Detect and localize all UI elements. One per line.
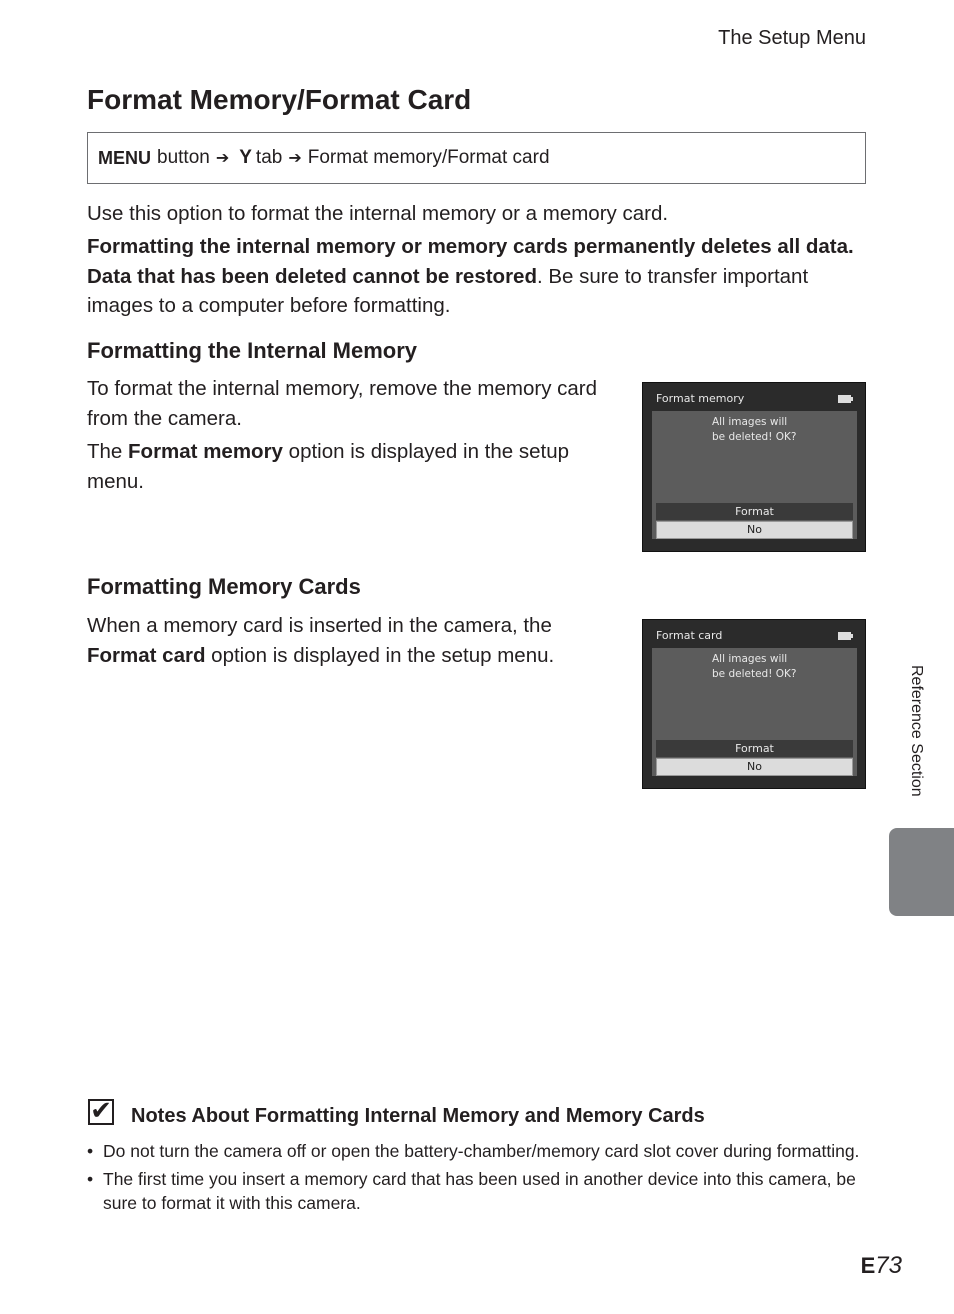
screen-title: Format card <box>656 629 723 642</box>
warning-rest-text: . Be sure to transfer important images to a computer before formatting. <box>87 264 809 317</box>
running-header: The Setup Menu <box>718 27 866 49</box>
checkmark-note-icon: ✔ <box>88 1099 114 1125</box>
battery-icon <box>838 395 851 403</box>
warning-paragraph <box>87 232 867 321</box>
dialog-message: All images will be deleted! OK? <box>712 416 797 443</box>
page-title: Format Memory/Format Card <box>87 84 472 115</box>
format-card-term: Format card <box>87 643 206 667</box>
arrow-right-icon: ➔ <box>215 150 230 167</box>
section-thumb-tab <box>889 828 954 916</box>
bullet-icon: • <box>87 1169 94 1189</box>
warning-bold-text: Formatting the internal memory or memory cards permanently deletes all data. Data that has been deleted cannot be restored <box>87 235 854 288</box>
menu-path-box <box>87 132 866 184</box>
reference-e-icon: E <box>860 1253 876 1278</box>
intro-paragraph: Use this option to format the internal memory or a memory card. <box>87 202 669 225</box>
note-text: Do not turn the camera off or open the battery-chamber/memory card slot cover during formatting. <box>103 1141 860 1161</box>
internal-memory-paragraph-1: To format the internal memory, remove the memory card from the camera. <box>87 377 598 430</box>
para-text: option is displayed in the setup menu. <box>205 643 555 667</box>
bullet-icon: • <box>87 1141 94 1161</box>
para-text: The <box>87 440 129 463</box>
section-heading-internal-memory: Formatting the Internal Memory <box>87 338 418 363</box>
confirm-dialog <box>652 648 857 776</box>
wrench-icon: Y <box>239 147 252 168</box>
camera-screen-format-card <box>642 619 866 789</box>
format-option[interactable]: Format <box>656 740 853 757</box>
list-item <box>87 1139 877 1163</box>
menu-button-icon: MENU <box>98 147 151 168</box>
memory-cards-paragraph <box>87 611 617 670</box>
no-option[interactable]: No <box>656 521 853 539</box>
para-text: option is displayed in the setup menu. <box>87 440 570 493</box>
notes-list <box>87 1139 877 1219</box>
format-memory-term: Format memory <box>128 440 283 463</box>
para-text: When a memory card is inserted in the camera, the <box>87 614 552 637</box>
no-option[interactable]: No <box>656 758 853 776</box>
confirm-dialog <box>652 411 857 539</box>
camera-screen-format-memory <box>642 382 866 552</box>
page-number-value: 73 <box>875 1252 902 1279</box>
arrow-right-icon: ➔ <box>288 150 302 167</box>
screen-title: Format memory <box>656 392 745 405</box>
list-item <box>87 1167 877 1215</box>
notes-heading: Notes About Formatting Internal Memory and Memory Cards <box>131 1105 705 1127</box>
menu-path-tab-label: tab <box>255 147 283 168</box>
note-text: The first time you insert a memory card that has been used in another device into this camera, be sure to format it with this camera. <box>103 1169 856 1213</box>
page-number <box>861 1252 902 1280</box>
menu-path-button-label: button <box>157 147 210 168</box>
side-tab-label: Reference Section <box>908 665 925 797</box>
format-option[interactable]: Format <box>656 503 853 520</box>
menu-path-item-label: Format memory/Format card <box>307 147 550 168</box>
section-heading-memory-cards: Formatting Memory Cards <box>87 574 361 599</box>
dialog-message: All images will be deleted! OK? <box>712 653 797 680</box>
battery-icon <box>838 632 851 640</box>
internal-memory-paragraph-2 <box>87 437 617 496</box>
